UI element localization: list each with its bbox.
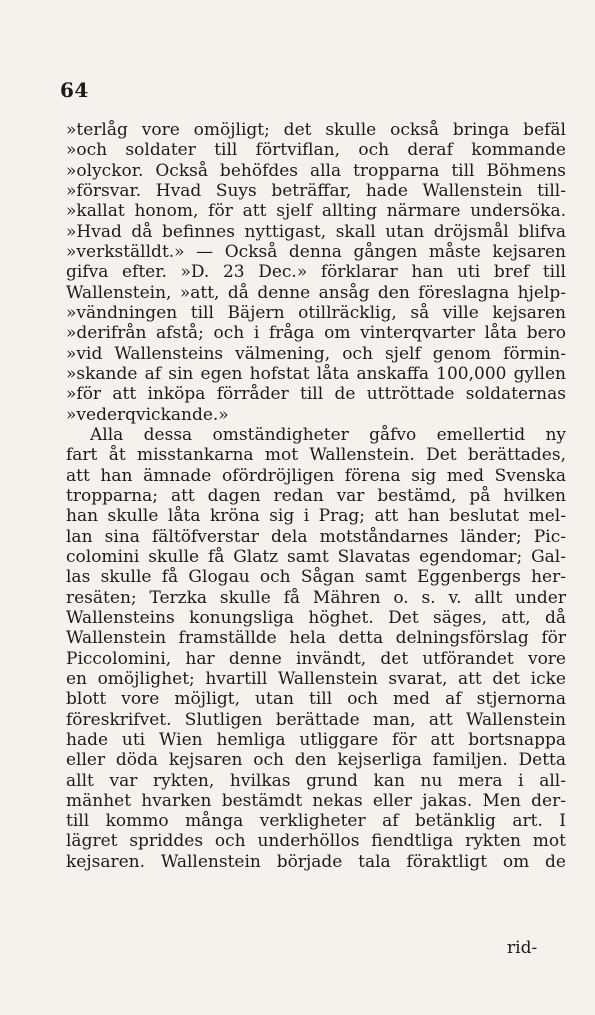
paragraph-start-line: Alla dessa omständigheter gåfvo emellertid ny <box>90 424 566 445</box>
text-line: Wallenstein framställde hela detta delningsförslag för <box>66 628 566 649</box>
text-line: »derifrån afstå; och i fråga om vinterqvarter låta bero <box>66 323 566 344</box>
text-line: lan sina fältöfverstar dela motståndarnes länder; Pic- <box>66 526 566 547</box>
text-line: Wallensteins konungsliga höghet. Det säges, att, då <box>66 607 566 628</box>
text-line: föreskrifvet. Slutligen berättade man, att Wallenstein <box>66 709 566 730</box>
text-line: att han ämnade ofördröjligen förena sig med Svenska <box>66 465 566 486</box>
catchword: rid- <box>507 938 538 958</box>
text-line: fart åt misstankarna mot Wallenstein. Det berättades, <box>66 445 566 466</box>
text-line: »försvar. Hvad Suys beträffar, hade Wallenstein till- <box>66 180 566 201</box>
text-line: »verkställdt.» — Också denna gången måste kejsaren <box>66 241 566 262</box>
text-line: kejsaren. Wallenstein började tala föraktligt om de <box>66 851 566 872</box>
text-line: resäten; Terzka skulle få Mähren o. s. v. allt under <box>66 587 566 608</box>
text-line: colomini skulle få Glatz samt Slavatas egendomar; Gal- <box>66 546 566 567</box>
text-line: hade uti Wien hemliga utliggare för att bortsnappa <box>66 729 566 750</box>
text-line: tropparna; att dagen redan var bestämd, på hvilken <box>66 485 566 506</box>
text-line: »olyckor. Också behöfdes alla tropparna till Böhmens <box>66 160 566 181</box>
text-line: en omöjlighet; hvartill Wallenstein svarat, att det icke <box>66 668 566 689</box>
text-line: Piccolomini, har denne invändt, det utförandet vore <box>66 648 566 669</box>
text-line: till kommo många verkligheter af betänklig art. I <box>66 811 566 832</box>
text-line: »kallat honom, för att sjelf allting närmare undersöka. <box>66 201 566 222</box>
text-line: lägret spriddes och underhöllos fiendtliga rykten mot <box>66 831 566 852</box>
text-line: »vederqvickande.» <box>66 404 229 425</box>
page-number: 64 <box>60 78 89 102</box>
text-line: eller döda kejsaren och den kejserliga familjen. Detta <box>66 750 566 771</box>
body-text <box>66 120 566 872</box>
text-line: »vid Wallensteins välmening, och sjelf genom förmin- <box>66 343 566 364</box>
text-line: »vändningen till Bäjern otillräcklig, så ville kejsaren <box>66 302 566 323</box>
text-line: han skulle låta kröna sig i Prag; att han beslutat mel- <box>66 506 566 527</box>
text-line: »terlåg vore omöjligt; det skulle också bringa befäl <box>66 120 566 140</box>
text-line: »för att inköpa förråder till de uttröttade soldaternas <box>66 384 566 405</box>
text-line: allt var rykten, hvilkas grund kan nu mera i all- <box>66 770 566 791</box>
text-line: Wallenstein, »att, då denne ansåg den föreslagna hjelp- <box>66 282 566 303</box>
text-line: mänhet hvarken bestämdt nekas eller jakas. Men der- <box>66 790 566 811</box>
text-line: las skulle få Glogau och Sågan samt Eggenbergs her- <box>66 567 566 588</box>
text-line: »skande af sin egen hofstat låta anskaffa 100,000 gyllen <box>66 363 566 384</box>
text-line: gifva efter. »D. 23 Dec.» förklarar han uti bref till <box>66 262 566 283</box>
text-line: »och soldater till förtviflan, och deraf kommande <box>66 140 566 161</box>
text-line: »Hvad då befinnes nyttigast, skall utan dröjsmål blifva <box>66 221 566 242</box>
text-line: blott vore möjligt, utan till och med af stjernorna <box>66 689 566 710</box>
